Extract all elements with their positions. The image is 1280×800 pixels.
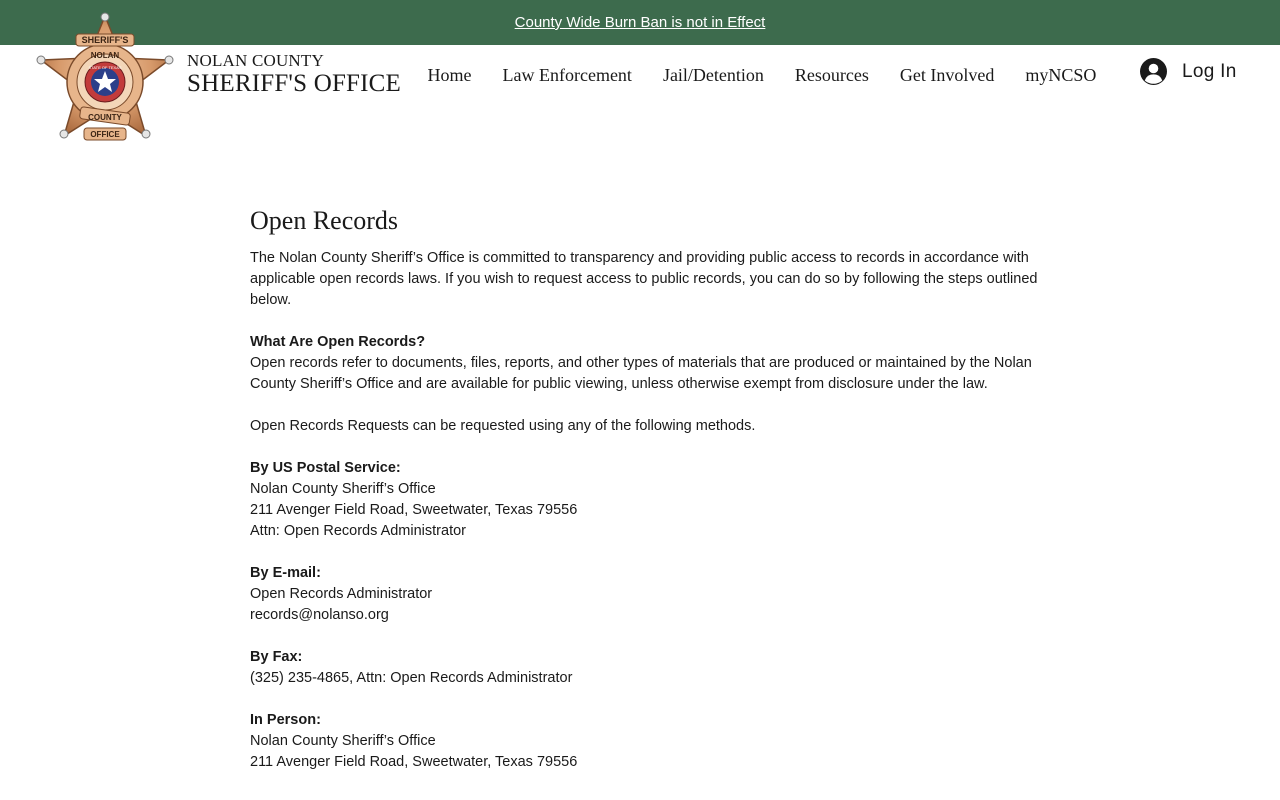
email-heading-text: By E-mail: xyxy=(250,565,321,581)
nav-item-get-involved[interactable]: Get Involved xyxy=(899,64,995,85)
fax-heading xyxy=(250,647,1040,668)
user-avatar-icon xyxy=(1140,58,1167,85)
what-are-heading xyxy=(250,332,1040,353)
login-label: Log In xyxy=(1182,60,1237,82)
site-brand[interactable] xyxy=(187,52,401,98)
methods-intro: Open Records Requests can be requested using any of the following methods. xyxy=(250,418,756,434)
what-are-heading-text: What Are Open Records? xyxy=(250,334,426,350)
email-line-1: Open Records Administrator xyxy=(250,586,433,602)
badge-text-state: STATE OF TEXAS xyxy=(88,65,122,70)
postal-heading xyxy=(250,458,1040,479)
nav-item-home[interactable]: Home xyxy=(427,64,472,85)
email-address-link[interactable]: records@nolanso.org xyxy=(250,607,389,623)
badge-text-office: OFFICE xyxy=(90,130,120,139)
sheriff-star-badge-icon[interactable] xyxy=(36,12,174,142)
main-nav xyxy=(412,62,1112,88)
nav-item-jail-detention[interactable]: Jail/Detention xyxy=(662,64,764,85)
postal-heading-text: By US Postal Service: xyxy=(250,460,401,476)
badge-text-bottom: COUNTY xyxy=(88,113,122,122)
burn-ban-link[interactable]: County Wide Burn Ban is not in Effect xyxy=(514,14,766,31)
brand-line-county: NOLAN COUNTY xyxy=(187,51,324,70)
intro-paragraph: The Nolan County Sheriff’s Office is committed to transparency and providing public access to records in accordance with applicable open records laws. If you wish to request access to public records, you can do so by following the steps outlined below. xyxy=(250,250,1038,308)
postal-line-3: Attn: Open Records Administrator xyxy=(250,523,466,539)
badge-text-top: SHERIFF'S xyxy=(81,35,129,45)
login-button[interactable] xyxy=(1140,58,1237,85)
email-address-row xyxy=(250,605,1040,626)
page-title: Open Records xyxy=(250,206,399,235)
in-person-heading xyxy=(250,710,1040,731)
nav-item-resources[interactable]: Resources xyxy=(794,64,869,85)
fax-line-1: (325) 235-4865, Attn: Open Records Administrator xyxy=(250,670,573,686)
brand-line-office: SHERIFF'S OFFICE xyxy=(187,70,402,97)
email-heading xyxy=(250,563,1040,584)
fax-heading-text: By Fax: xyxy=(250,649,303,665)
what-are-paragraph: Open records refer to documents, files, reports, and other types of materials that are produced or maintained by the Nolan County Sheriff’s Office and are available for public viewing, unless otherwise exempt from disclosure under the law. xyxy=(250,355,1032,392)
burn-ban-banner xyxy=(0,0,1280,45)
in-person-heading-text: In Person: xyxy=(250,712,321,728)
in-person-line-2: 211 Avenger Field Road, Sweetwater, Texas 79556 xyxy=(250,754,578,770)
postal-line-1: Nolan County Sheriff’s Office xyxy=(250,481,436,497)
nav-item-law-enforcement[interactable]: Law Enforcement xyxy=(502,64,632,85)
in-person-line-1: Nolan County Sheriff’s Office xyxy=(250,733,436,749)
badge-text-name: NOLAN xyxy=(90,51,120,60)
nav-item-myncso[interactable]: myNCSO xyxy=(1025,64,1097,85)
postal-line-2: 211 Avenger Field Road, Sweetwater, Texas 79556 xyxy=(250,502,578,518)
open-records-content xyxy=(250,204,1040,773)
